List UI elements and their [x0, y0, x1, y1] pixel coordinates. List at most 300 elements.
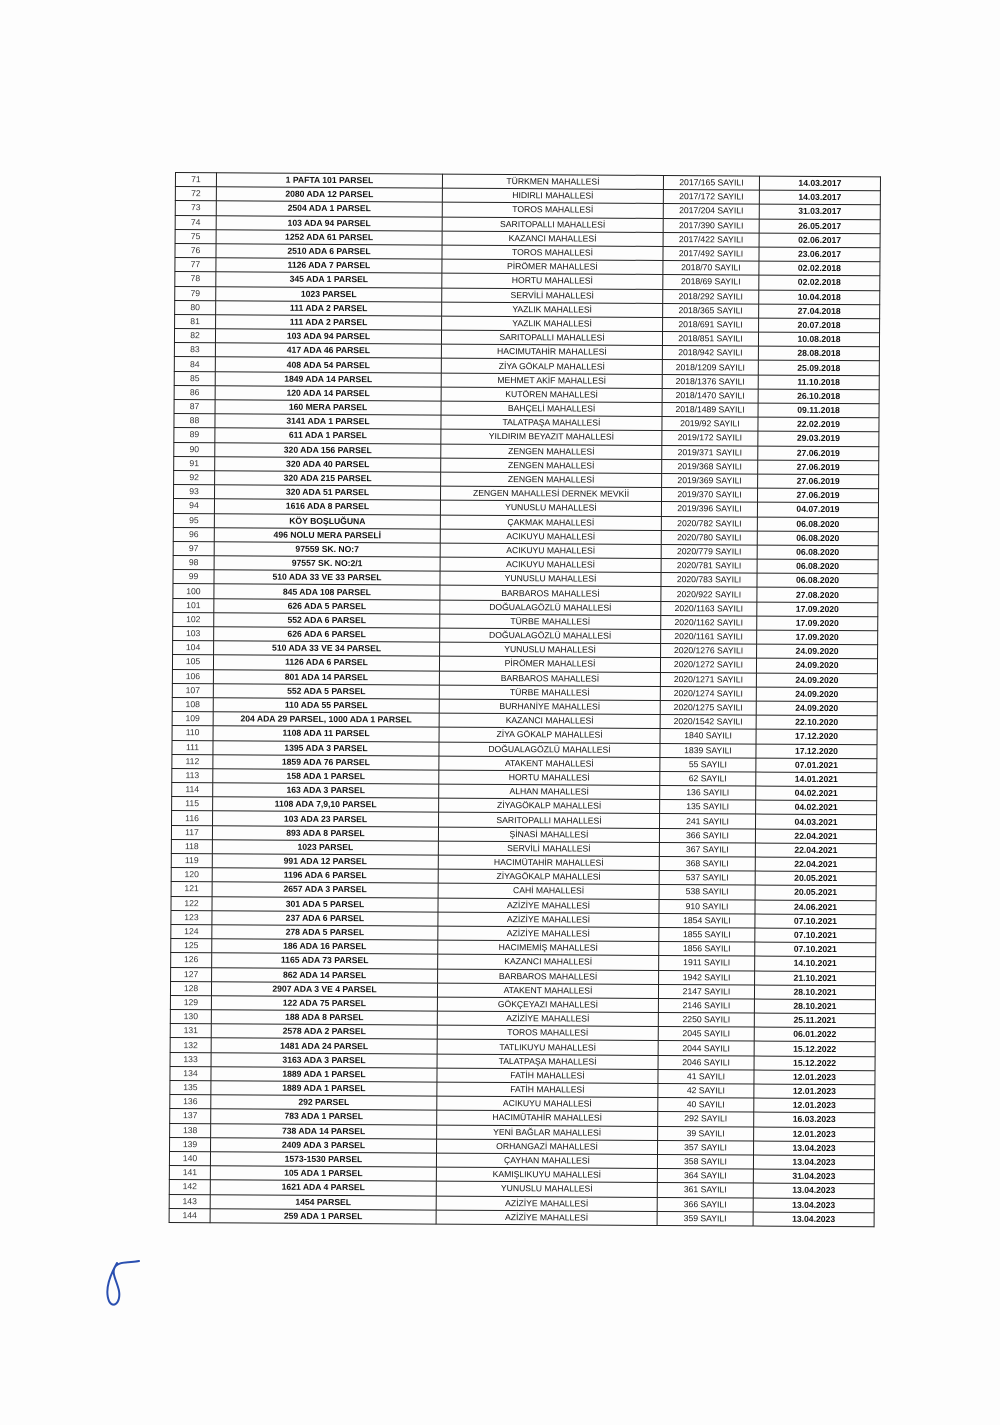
neighborhood-cell: ALHAN MAHALLESİ [439, 784, 660, 800]
date-cell: 04.07.2019 [757, 502, 878, 517]
parcel-cell: 188 ADA 8 PARSEL [211, 1010, 437, 1026]
row-number-cell: 141 [169, 1166, 210, 1180]
date-cell: 06.08.2020 [757, 531, 878, 546]
date-cell: 06.08.2020 [757, 517, 878, 532]
neighborhood-cell: YENİ BAĞLAR MAHALLESİ [437, 1125, 658, 1141]
decision-number-cell: 2020/1275 SAYILI [660, 700, 756, 715]
decision-number-cell: 41 SAYILI [658, 1069, 754, 1084]
row-number-cell: 113 [172, 768, 213, 782]
row-number-cell: 131 [170, 1024, 211, 1038]
row-number-cell: 120 [171, 868, 212, 882]
date-cell: 06.01.2022 [754, 1027, 875, 1042]
neighborhood-cell: SERVİLİ MAHALLESİ [438, 841, 659, 857]
decision-number-cell: 2020/1542 SAYILI [660, 715, 756, 730]
date-cell: 02.06.2017 [759, 233, 880, 248]
decision-number-cell: 2018/365 SAYILI [663, 303, 759, 318]
neighborhood-cell: AZİZİYE MAHALLESİ [438, 898, 659, 914]
decision-number-cell: 2018/70 SAYILI [663, 261, 759, 276]
parcel-cell: 163 ADA 3 PARSEL [213, 783, 439, 799]
neighborhood-cell: BAHÇELİ MAHALLESİ [441, 401, 662, 417]
parcel-cell: 122 ADA 75 PARSEL [211, 996, 437, 1012]
neighborhood-cell: ZİYAGÖKALP MAHALLESİ [439, 798, 660, 814]
decision-number-cell: 2020/1162 SAYILI [661, 615, 757, 630]
date-cell: 10.04.2018 [759, 290, 880, 305]
date-cell: 17.09.2020 [757, 616, 878, 631]
date-cell: 06.08.2020 [757, 573, 878, 588]
decision-number-cell: 2146 SAYILI [658, 998, 754, 1013]
row-number-cell: 91 [174, 456, 215, 470]
parcel-cell: 1616 ADA 8 PARSEL [214, 499, 440, 515]
neighborhood-cell: KAZANCI MAHALLESİ [439, 713, 660, 729]
parcel-cell: 991 ADA 12 PARSEL [212, 854, 438, 870]
date-cell: 20.07.2018 [759, 318, 880, 333]
parcel-cell: 862 ADA 14 PARSEL [212, 967, 438, 983]
parcel-cell: 1395 ADA 3 PARSEL [213, 740, 439, 756]
decision-number-cell: 2020/783 SAYILI [661, 573, 757, 588]
neighborhood-cell: SERVİLİ MAHALLESİ [442, 288, 663, 304]
decision-number-cell: 910 SAYILI [659, 899, 755, 914]
parcel-cell: 1023 PARSEL [216, 286, 442, 302]
decision-number-cell: 368 SAYILI [659, 856, 755, 871]
row-number-cell: 118 [171, 839, 212, 853]
neighborhood-cell: ZENGEN MAHALLESİ [441, 458, 662, 474]
row-number-cell: 122 [171, 896, 212, 910]
parcel-cell: 1859 ADA 76 PARSEL [213, 754, 439, 770]
date-cell: 27.06.2019 [758, 460, 879, 475]
date-cell: 12.01.2023 [754, 1098, 875, 1113]
date-cell: 27.06.2019 [757, 488, 878, 503]
parcel-cell: 2080 ADA 12 PARSEL [216, 187, 442, 203]
parcel-cell: 2409 ADA 3 PARSEL [211, 1137, 437, 1153]
neighborhood-cell: FATİH MAHALLESİ [437, 1082, 658, 1098]
neighborhood-cell: YAZLIK MAHALLESİ [442, 302, 663, 318]
date-cell: 23.06.2017 [759, 247, 880, 262]
neighborhood-cell: ACIKUYU MAHALLESİ [437, 1096, 658, 1112]
parcel-cell: 3141 ADA 1 PARSEL [215, 414, 441, 430]
row-number-cell: 107 [172, 683, 213, 697]
decision-number-cell: 1840 SAYILI [660, 729, 756, 744]
neighborhood-cell: ATAKENT MAHALLESİ [437, 983, 658, 999]
row-number-cell: 127 [171, 967, 212, 981]
row-number-cell: 74 [175, 215, 216, 229]
parcel-cell: 320 ADA 156 PARSEL [215, 442, 441, 458]
parcel-cell: 510 ADA 33 VE 33 PARSEL [214, 570, 440, 586]
decision-number-cell: 2017/492 SAYILI [663, 246, 759, 261]
neighborhood-cell: KAZANCI MAHALLESİ [438, 954, 659, 970]
row-number-cell: 86 [174, 385, 215, 399]
row-number-cell: 135 [170, 1080, 211, 1094]
neighborhood-cell: HORTU MAHALLESİ [439, 770, 660, 786]
table-row [169, 1208, 874, 1226]
row-number-cell: 98 [173, 556, 214, 570]
parcel-cell: 408 ADA 54 PARSEL [215, 357, 441, 373]
parcel-cell: 110 ADA 55 PARSEL [213, 698, 439, 714]
row-number-cell: 82 [174, 329, 215, 343]
row-number-cell: 88 [174, 414, 215, 428]
row-number-cell: 94 [173, 499, 214, 513]
row-number-cell: 123 [171, 910, 212, 924]
neighborhood-cell: YUNUSLU MAHALLESİ [440, 500, 661, 516]
date-cell: 17.12.2020 [756, 729, 877, 744]
neighborhood-cell: FATİH MAHALLESİ [437, 1068, 658, 1084]
parcel-cell: 320 ADA 51 PARSEL [215, 485, 441, 501]
parcel-cell: 2510 ADA 6 PARSEL [216, 244, 442, 260]
neighborhood-cell: DOĞUALAGÖZLÜ MAHALLESİ [440, 600, 661, 616]
parcel-cell: 1481 ADA 24 PARSEL [211, 1038, 437, 1054]
parcel-cell: 345 ADA 1 PARSEL [216, 272, 442, 288]
neighborhood-cell: ŞİNASİ MAHALLESİ [438, 827, 659, 843]
parcel-cell: 1108 ADA 7,9,10 PARSEL [213, 797, 439, 813]
handwritten-signature [95, 1255, 155, 1315]
date-cell: 12.01.2023 [754, 1127, 875, 1142]
decision-number-cell: 2020/780 SAYILI [661, 530, 757, 545]
row-number-cell: 105 [172, 655, 213, 669]
decision-number-cell: 2020/1272 SAYILI [660, 658, 756, 673]
date-cell: 24.09.2020 [756, 701, 877, 716]
neighborhood-cell: PİRÖMER MAHALLESİ [439, 657, 660, 673]
date-cell: 02.02.2018 [759, 275, 880, 290]
decision-number-cell: 2020/781 SAYILI [661, 559, 757, 574]
parcel-cell: 2657 ADA 3 PARSEL [212, 882, 438, 898]
decision-number-cell: 55 SAYILI [660, 757, 756, 772]
parcel-cell: 1196 ADA 6 PARSEL [212, 868, 438, 884]
parcel-cell: 3163 ADA 3 PARSEL [211, 1052, 437, 1068]
neighborhood-cell: HACIMÜTAHİR MAHALLESİ [438, 855, 659, 871]
row-number-cell: 102 [173, 612, 214, 626]
decision-number-cell: 2018/1489 SAYILI [662, 402, 758, 417]
decision-number-cell: 2018/942 SAYILI [662, 346, 758, 361]
parcel-cell: 204 ADA 29 PARSEL, 1000 ADA 1 PARSEL [213, 712, 439, 728]
neighborhood-cell: BURHANİYE MAHALLESİ [439, 699, 660, 715]
decision-number-cell: 1856 SAYILI [659, 942, 755, 957]
decision-number-cell: 2019/172 SAYILI [662, 431, 758, 446]
row-number-cell: 95 [173, 513, 214, 527]
row-number-cell: 76 [175, 243, 216, 257]
date-cell: 04.02.2021 [756, 786, 877, 801]
decision-number-cell: 366 SAYILI [657, 1197, 753, 1212]
row-number-cell: 96 [173, 527, 214, 541]
neighborhood-cell: YUNUSLU MAHALLESİ [440, 571, 661, 587]
neighborhood-cell: AZİZİYE MAHALLESİ [438, 912, 659, 928]
parcel-cell: 103 ADA 94 PARSEL [215, 329, 441, 345]
decision-number-cell: 1854 SAYILI [659, 913, 755, 928]
neighborhood-cell: ZİYAGÖKALP MAHALLESİ [438, 869, 659, 885]
row-number-cell: 119 [171, 853, 212, 867]
row-number-cell: 100 [173, 584, 214, 598]
decision-number-cell: 2019/371 SAYILI [662, 445, 758, 460]
decision-number-cell: 1942 SAYILI [659, 970, 755, 985]
date-cell: 14.01.2021 [756, 772, 877, 787]
date-cell: 28.08.2018 [758, 346, 879, 361]
row-number-cell: 89 [174, 428, 215, 442]
neighborhood-cell: ACIKUYU MAHALLESİ [440, 543, 661, 559]
date-cell: 06.08.2020 [757, 559, 878, 574]
parcel-cell: 783 ADA 1 PARSEL [211, 1109, 437, 1125]
date-cell: 24.09.2020 [756, 658, 877, 673]
decision-number-cell: 2017/165 SAYILI [663, 175, 759, 190]
neighborhood-cell: TÜRBE MAHALLESİ [439, 685, 660, 701]
date-cell: 13.04.2023 [753, 1155, 874, 1170]
parcel-cell: 417 ADA 46 PARSEL [215, 343, 441, 359]
parcel-table-body [169, 173, 880, 1227]
parcel-cell: 97559 SK. NO:7 [214, 542, 440, 558]
parcel-table-wrapper [169, 172, 875, 1227]
parcel-cell: 845 ADA 108 PARSEL [214, 584, 440, 600]
date-cell: 27.04.2018 [759, 304, 880, 319]
row-number-cell: 136 [170, 1095, 211, 1109]
date-cell: 13.04.2023 [753, 1198, 874, 1213]
row-number-cell: 126 [171, 953, 212, 967]
date-cell: 10.08.2018 [758, 332, 879, 347]
neighborhood-cell: SARITOPALLI MAHALLESİ [441, 330, 662, 346]
neighborhood-cell: PİRÖMER MAHALLESİ [442, 259, 663, 275]
decision-number-cell: 538 SAYILI [659, 885, 755, 900]
row-number-cell: 106 [172, 669, 213, 683]
row-number-cell: 142 [169, 1180, 210, 1194]
date-cell: 07.10.2021 [755, 942, 876, 957]
row-number-cell: 116 [172, 811, 213, 825]
neighborhood-cell: AZİZİYE MAHALLESİ [436, 1210, 657, 1226]
parcel-cell: 158 ADA 1 PARSEL [213, 769, 439, 785]
row-number-cell: 92 [174, 470, 215, 484]
row-number-cell: 139 [170, 1137, 211, 1151]
date-cell: 12.01.2023 [754, 1084, 875, 1099]
row-number-cell: 121 [171, 882, 212, 896]
row-number-cell: 143 [169, 1194, 210, 1208]
parcel-cell: 552 ADA 6 PARSEL [214, 613, 440, 629]
parcel-cell: 893 ADA 8 PARSEL [212, 825, 438, 841]
decision-number-cell: 42 SAYILI [658, 1083, 754, 1098]
row-number-cell: 85 [174, 371, 215, 385]
decision-number-cell: 135 SAYILI [660, 800, 756, 815]
parcel-cell: 120 ADA 14 PARSEL [215, 386, 441, 402]
decision-number-cell: 2020/922 SAYILI [661, 587, 757, 602]
date-cell: 25.11.2021 [754, 1013, 875, 1028]
neighborhood-cell: DOĞUALAGÖZLÜ MAHALLESİ [440, 628, 661, 644]
parcel-cell: 738 ADA 14 PARSEL [211, 1123, 437, 1139]
date-cell: 24.09.2020 [756, 673, 877, 688]
neighborhood-cell: HORTU MAHALLESİ [442, 273, 663, 289]
parcel-cell: 510 ADA 33 VE 34 PARSEL [214, 641, 440, 657]
date-cell: 22.10.2020 [756, 715, 877, 730]
neighborhood-cell: DOĞUALAGÖZLÜ MAHALLESİ [439, 742, 660, 758]
parcel-cell: 103 ADA 94 PARSEL [216, 215, 442, 231]
date-cell: 17.09.2020 [757, 630, 878, 645]
parcel-cell: 320 ADA 215 PARSEL [215, 471, 441, 487]
parcel-table [169, 172, 881, 1227]
decision-number-cell: 1911 SAYILI [659, 956, 755, 971]
decision-number-cell: 2019/369 SAYILI [662, 473, 758, 488]
decision-number-cell: 2017/172 SAYILI [663, 190, 759, 205]
decision-number-cell: 2018/851 SAYILI [662, 332, 758, 347]
decision-number-cell: 357 SAYILI [658, 1140, 754, 1155]
decision-number-cell: 1855 SAYILI [659, 927, 755, 942]
neighborhood-cell: ZİYA GÖKALP MAHALLESİ [439, 727, 660, 743]
neighborhood-cell: HACIMEMİŞ MAHALLESİ [438, 940, 659, 956]
neighborhood-cell: AZİZİYE MAHALLESİ [438, 926, 659, 942]
neighborhood-cell: TALATPAŞA MAHALLESİ [437, 1054, 658, 1070]
row-number-cell: 125 [171, 939, 212, 953]
parcel-cell: 1023 PARSEL [212, 840, 438, 856]
decision-number-cell: 2017/390 SAYILI [663, 218, 759, 233]
row-number-cell: 137 [170, 1109, 211, 1123]
parcel-cell: KÖY BOŞLUĞUNA [214, 513, 440, 529]
row-number-cell: 77 [175, 258, 216, 272]
row-number-cell: 114 [172, 783, 213, 797]
row-number-cell: 90 [174, 442, 215, 456]
neighborhood-cell: ÇAKMAK MAHALLESİ [440, 515, 661, 531]
row-number-cell: 101 [173, 598, 214, 612]
date-cell: 27.06.2019 [758, 474, 879, 489]
date-cell: 14.03.2017 [759, 176, 880, 191]
decision-number-cell: 2018/1470 SAYILI [662, 388, 758, 403]
parcel-cell: 111 ADA 2 PARSEL [216, 315, 442, 331]
parcel-cell: 1621 ADA 4 PARSEL [210, 1180, 436, 1196]
row-number-cell: 78 [175, 272, 216, 286]
parcel-cell: 97557 SK. NO:2/1 [214, 556, 440, 572]
row-number-cell: 129 [170, 995, 211, 1009]
row-number-cell: 110 [172, 726, 213, 740]
decision-number-cell: 2019/396 SAYILI [661, 502, 757, 517]
parcel-cell: 496 NOLU MERA PARSELİ [214, 527, 440, 543]
row-number-cell: 71 [175, 173, 216, 187]
date-cell: 11.10.2018 [758, 375, 879, 390]
date-cell: 17.12.2020 [756, 744, 877, 759]
date-cell: 14.03.2017 [759, 190, 880, 205]
decision-number-cell: 2019/370 SAYILI [661, 488, 757, 503]
decision-number-cell: 537 SAYILI [659, 871, 755, 886]
decision-number-cell: 2017/204 SAYILI [663, 204, 759, 219]
decision-number-cell: 2250 SAYILI [658, 1013, 754, 1028]
row-number-cell: 128 [170, 981, 211, 995]
neighborhood-cell: ZENGEN MAHALLESİ [441, 444, 662, 460]
row-number-cell: 132 [170, 1038, 211, 1052]
decision-number-cell: 40 SAYILI [658, 1098, 754, 1113]
date-cell: 26.10.2018 [758, 389, 879, 404]
date-cell: 13.04.2023 [753, 1183, 874, 1198]
date-cell: 22.04.2021 [755, 857, 876, 872]
row-number-cell: 72 [175, 187, 216, 201]
date-cell: 20.05.2021 [755, 885, 876, 900]
decision-number-cell: 136 SAYILI [660, 786, 756, 801]
parcel-cell: 237 ADA 6 PARSEL [212, 910, 438, 926]
neighborhood-cell: BARBAROS MAHALLESİ [438, 969, 659, 985]
row-number-cell: 104 [173, 641, 214, 655]
parcel-cell: 301 ADA 5 PARSEL [212, 896, 438, 912]
date-cell: 04.03.2021 [755, 814, 876, 829]
parcel-cell: 2578 ADA 2 PARSEL [211, 1024, 437, 1040]
row-number-cell: 73 [175, 201, 216, 215]
date-cell: 31.03.2017 [759, 204, 880, 219]
date-cell: 07.10.2021 [755, 928, 876, 943]
parcel-cell: 626 ADA 5 PARSEL [214, 598, 440, 614]
decision-number-cell: 366 SAYILI [659, 828, 755, 843]
neighborhood-cell: TÜRKMEN MAHALLESİ [442, 174, 663, 190]
parcel-cell: 103 ADA 23 PARSEL [213, 811, 439, 827]
date-cell: 17.09.2020 [757, 602, 878, 617]
date-cell: 02.02.2018 [759, 261, 880, 276]
decision-number-cell: 364 SAYILI [657, 1169, 753, 1184]
neighborhood-cell: BARBAROS MAHALLESİ [439, 671, 660, 687]
row-number-cell: 87 [174, 399, 215, 413]
date-cell: 27.06.2019 [758, 446, 879, 461]
decision-number-cell: 2018/69 SAYILI [663, 275, 759, 290]
neighborhood-cell: CAHİ MAHALLESİ [438, 883, 659, 899]
date-cell: 31.04.2023 [753, 1169, 874, 1184]
parcel-cell: 626 ADA 6 PARSEL [214, 627, 440, 643]
parcel-cell: 1454 PARSEL [210, 1194, 436, 1210]
neighborhood-cell: YAZLIK MAHALLESİ [442, 316, 663, 332]
date-cell: 04.02.2021 [756, 800, 877, 815]
row-number-cell: 130 [170, 1010, 211, 1024]
decision-number-cell: 367 SAYILI [659, 842, 755, 857]
date-cell: 12.01.2023 [754, 1070, 875, 1085]
parcel-cell: 552 ADA 5 PARSEL [213, 683, 439, 699]
neighborhood-cell: GÖKÇEYAZI MAHALLESİ [437, 997, 658, 1013]
date-cell: 13.04.2023 [753, 1212, 874, 1227]
neighborhood-cell: TOROS MAHALLESİ [437, 1025, 658, 1041]
date-cell: 28.10.2021 [754, 999, 875, 1014]
row-number-cell: 117 [171, 825, 212, 839]
decision-number-cell: 292 SAYILI [658, 1112, 754, 1127]
date-cell: 07.10.2021 [755, 914, 876, 929]
decision-number-cell: 2019/368 SAYILI [662, 459, 758, 474]
row-number-cell: 115 [172, 797, 213, 811]
decision-number-cell: 1839 SAYILI [660, 743, 756, 758]
parcel-cell: 1108 ADA 11 PARSEL [213, 726, 439, 742]
neighborhood-cell: KUTÖREN MAHALLESİ [441, 387, 662, 403]
date-cell: 13.04.2023 [754, 1141, 875, 1156]
row-number-cell: 81 [175, 314, 216, 328]
date-cell: 15.12.2022 [754, 1056, 875, 1071]
date-cell: 22.02.2019 [758, 417, 879, 432]
decision-number-cell: 2019/92 SAYILI [662, 417, 758, 432]
decision-number-cell: 359 SAYILI [657, 1211, 753, 1226]
decision-number-cell: 2018/1376 SAYILI [662, 374, 758, 389]
date-cell: 26.05.2017 [759, 219, 880, 234]
neighborhood-cell: ATAKENT MAHALLESİ [439, 756, 660, 772]
parcel-cell: 160 MERA PARSEL [215, 400, 441, 416]
date-cell: 27.08.2020 [757, 588, 878, 603]
row-number-cell: 97 [173, 541, 214, 555]
neighborhood-cell: ORHANGAZİ MAHALLESİ [437, 1139, 658, 1155]
date-cell: 06.08.2020 [757, 545, 878, 560]
decision-number-cell: 241 SAYILI [660, 814, 756, 829]
date-cell: 29.03.2019 [758, 431, 879, 446]
date-cell: 14.10.2021 [755, 956, 876, 971]
neighborhood-cell: YILDIRIM BEYAZIT MAHALLESİ [441, 430, 662, 446]
date-cell: 22.04.2021 [755, 829, 876, 844]
neighborhood-cell: KAMIŞLIKUYU MAHALLESİ [436, 1167, 657, 1183]
decision-number-cell: 2018/1209 SAYILI [662, 360, 758, 375]
row-number-cell: 133 [170, 1052, 211, 1066]
neighborhood-cell: MEHMET AKİF MAHALLESİ [441, 373, 662, 389]
neighborhood-cell: ZENGEN MAHALLESİ [441, 472, 662, 488]
row-number-cell: 75 [175, 229, 216, 243]
decision-number-cell: 2020/1271 SAYILI [660, 672, 756, 687]
parcel-cell: 292 PARSEL [211, 1095, 437, 1111]
decision-number-cell: 39 SAYILI [658, 1126, 754, 1141]
decision-number-cell: 2018/691 SAYILI [663, 317, 759, 332]
decision-number-cell: 2046 SAYILI [658, 1055, 754, 1070]
neighborhood-cell: AZİZİYE MAHALLESİ [437, 1011, 658, 1027]
decision-number-cell: 2045 SAYILI [658, 1027, 754, 1042]
neighborhood-cell: ÇAYHAN MAHALLESİ [436, 1153, 657, 1169]
date-cell: 09.11.2018 [758, 403, 879, 418]
decision-number-cell: 2044 SAYILI [658, 1041, 754, 1056]
neighborhood-cell: TATLIKUYU MAHALLESİ [437, 1040, 658, 1056]
parcel-cell: 1 PAFTA 101 PARSEL [216, 173, 442, 189]
